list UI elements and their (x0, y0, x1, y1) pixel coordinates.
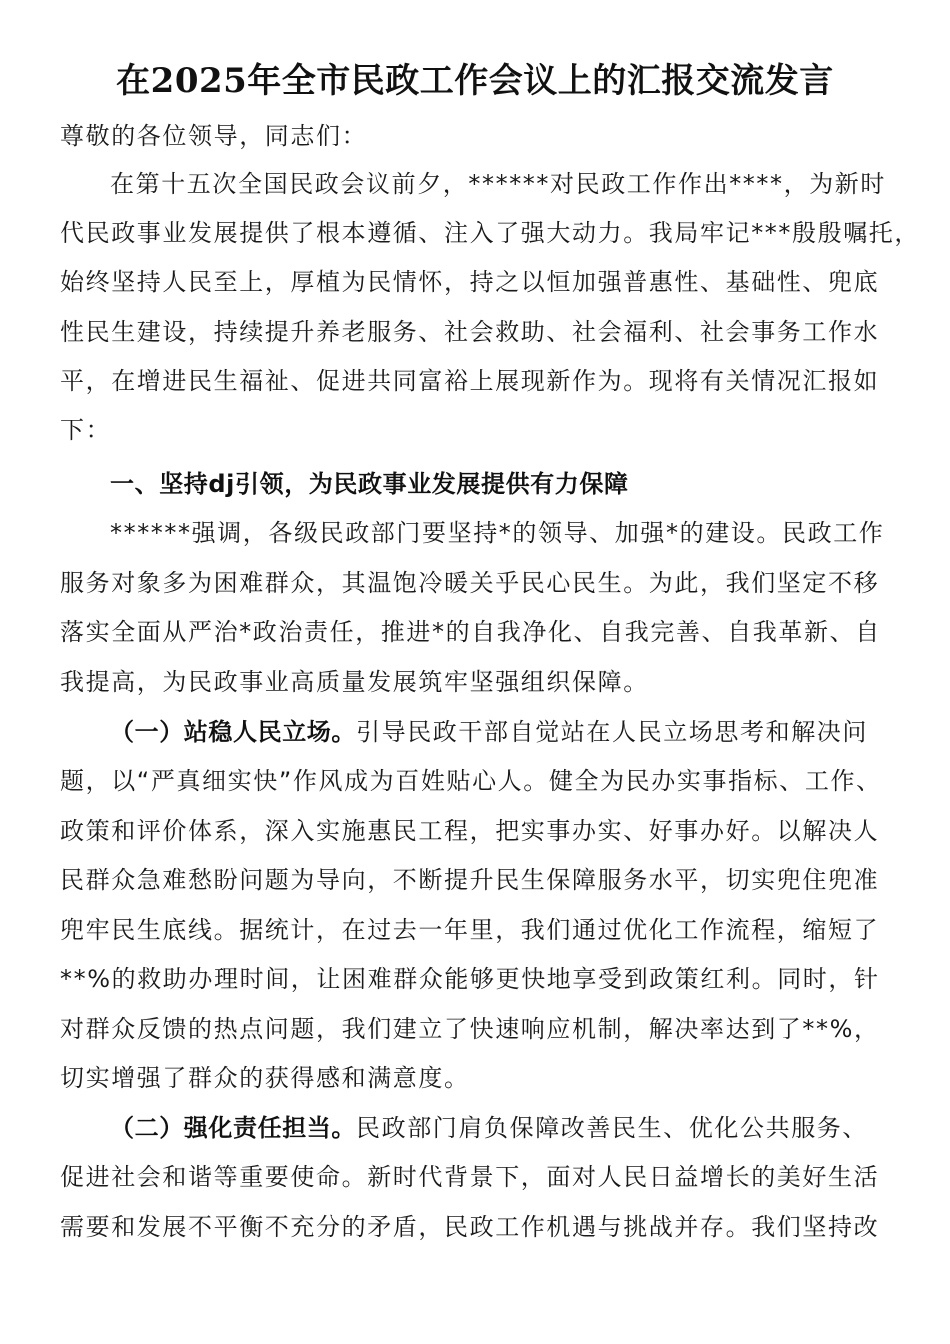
intro-line: 下： (60, 416, 112, 444)
subsection-2-first-line (110, 1111, 868, 1145)
subsection-1-line: 切实增强了群众的获得感和满意度。 (60, 1064, 470, 1092)
subsection-1-first-line (110, 715, 868, 749)
salutation: 尊敬的各位领导，同志们： (60, 122, 368, 150)
subsection-2-lead: （二）强化责任担当。 (110, 1114, 356, 1142)
subsection-1-line: 政策和评价体系，深入实施惠民工程，把实事办实、好事办好。以解决人 (60, 817, 880, 845)
subsection-2-line: 促进社会和谐等重要使命。新时代背景下，面对人民日益增长的美好生活 (60, 1163, 880, 1191)
subsection-1-line: **%的救助办理时间，让困难群众能够更快地享受到政策红利。同时，针 (60, 965, 880, 993)
section-1-line: 落实全面从严治*政治责任，推进*的自我净化、自我完善、自我革新、自 (60, 618, 881, 646)
intro-line: 在第十五次全国民政会议前夕，******对民政工作作出****，为新时 (110, 170, 886, 198)
section-1-line: 服务对象多为困难群众，其温饱冷暖关乎民心民生。为此，我们坚定不移 (60, 569, 880, 597)
intro-line: 始终坚持人民至上，厚植为民情怀，持之以恒加强普惠性、基础性、兜底 (60, 268, 880, 296)
section-1-line: 我提高，为民政事业高质量发展筑牢坚强组织保障。 (60, 668, 649, 696)
subsection-1-lead: （一）站稳人民立场。 (110, 718, 356, 746)
subsection-2-first-text: 民政部门肩负保障改善民生、优化公共服务、 (356, 1114, 868, 1142)
subsection-1-line: 兜牢民生底线。据统计，在过去一年里，我们通过优化工作流程，缩短了 (60, 916, 880, 944)
subsection-1-first-text: 引导民政干部自觉站在人民立场思考和解决问 (356, 718, 868, 746)
subsection-1-line: 民群众急难愁盼问题为导向，不断提升民生保障服务水平，切实兜住兜准 (60, 866, 880, 894)
subsection-2-line: 需要和发展不平衡不充分的矛盾，民政工作机遇与挑战并存。我们坚持改 (60, 1213, 880, 1241)
intro-line: 性民生建设，持续提升养老服务、社会救助、社会福利、社会事务工作水 (60, 318, 880, 346)
subsection-1-line: 对群众反馈的热点问题，我们建立了快速响应机制，解决率达到了**%， (60, 1015, 880, 1043)
section-1-line: ******强调，各级民政部门要坚持*的领导、加强*的建设。民政工作 (110, 519, 885, 547)
subsection-1-line: 题，以“严真细实快”作风成为百姓贴心人。健全为民办实事指标、工作、 (60, 767, 882, 795)
intro-line: 平，在增进民生福祉、促进共同富裕上展现新作为。现将有关情况汇报如 (60, 367, 880, 395)
intro-line: 代民政事业发展提供了根本遵循、注入了强大动力。我局牢记***殷殷嘱托， (60, 219, 920, 247)
section-1-heading: 一、坚持dj引领，为民政事业发展提供有力保障 (110, 470, 629, 498)
document-title: 在2025年全市民政工作会议上的汇报交流发言 (116, 61, 834, 101)
